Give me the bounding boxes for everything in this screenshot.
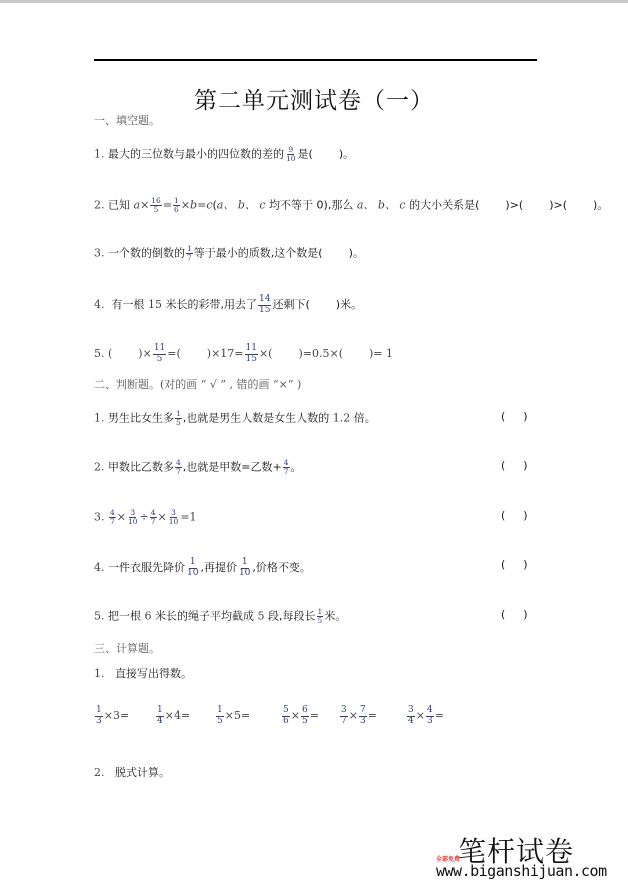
watermark-logo: [436, 830, 616, 886]
section-heading-fill-blank: 一、填空题。: [94, 114, 160, 127]
section-heading-true-false: 二、判断题。(对的画 “ √ ” , 错的画 “×” ): [94, 378, 302, 391]
exercise-1: $\frac{1}{3}$ ×3=: [96, 705, 130, 726]
fraction: $\frac{4}{7}$: [176, 458, 181, 476]
logo-title: 笔杆试卷: [458, 835, 575, 868]
fraction: $\frac{9}{10}$: [286, 145, 296, 163]
logo-free-badge: 全部免费: [436, 856, 461, 863]
answer-box-2-5[interactable]: ( ): [501, 608, 528, 621]
logo-url: www.biganshijuan.com: [436, 862, 607, 880]
exercise-5: $\frac{3}{7}$ × $\frac{7}{3}$ =: [341, 705, 377, 726]
question-1-4: 4. 有一根 15 米长的彩带,用去了 $\frac{14}{15}$ 还剩下( )米。: [94, 294, 363, 315]
exercise-2: $\frac{1}{4}$ ×4=: [157, 705, 191, 726]
answer-box-2-4[interactable]: ( ): [501, 558, 528, 571]
section-heading-calculation: 三、计算题。: [94, 642, 160, 655]
question-1-5: 5. ( )× $\frac{11}{5}$ =( )×17= $\frac{11}{15}$ ×( )=0.5×( )= 1: [94, 343, 394, 364]
exercise-6: $\frac{3}{4}$ × $\frac{4}{3}$ =: [408, 705, 444, 726]
fraction: $\frac{3}{10}$: [128, 508, 138, 526]
question-1-1: 1. 最大的三位数与最小的四位数的差的 $\frac{9}{10}$ 是( )。: [94, 145, 355, 163]
fraction: $\frac{1}{10}$: [187, 557, 199, 578]
fraction: $\frac{3}{10}$: [168, 508, 179, 526]
exercise-4: $\frac{5}{6}$ × $\frac{6}{5}$ =: [283, 705, 319, 726]
fraction: $\frac{1}{6}$: [174, 196, 179, 214]
header-rule: [94, 59, 537, 61]
question-2-5: 5. 把一根 6 米长的绳子平均截成 5 段,每段长 $\frac{1}{5}$ 米。: [94, 607, 347, 625]
fraction: $\frac{1}{10}$: [238, 557, 251, 578]
answer-box-2-2[interactable]: ( ): [501, 459, 528, 472]
answer-box-2-1[interactable]: ( ): [501, 410, 528, 423]
fraction: $\frac{4}{7}$: [283, 458, 289, 476]
fraction: $\frac{1}{5}$: [317, 607, 323, 625]
question-1-3: 3. 一个数的倒数的 $\frac{1}{7}$ 等于最小的质数,这个数是( )。: [94, 244, 364, 262]
exercise-3: $\frac{1}{5}$ ×5=: [217, 705, 251, 726]
fraction: $\frac{4}{7}$: [110, 508, 115, 526]
subquestion-3-1: 1. 直接写出得数。: [94, 667, 192, 680]
fraction: $\frac{1}{7}$: [187, 244, 192, 262]
top-border: [0, 0, 628, 3]
fraction: $\frac{1}{5}$: [176, 409, 181, 427]
page-title: 第二单元测试卷（一）: [194, 88, 434, 114]
question-2-1: 1. 男生比女生多 $\frac{1}{5}$ ,也就是男生人数是女生人数的 1.2 倍。: [94, 409, 376, 427]
answer-box-2-3[interactable]: ( ): [501, 509, 528, 522]
question-2-3: 3. $\frac{4}{7}$ × $\frac{3}{10}$ ÷ $\frac{4}{7}$ × $\frac{3}{10}$ =1: [94, 508, 197, 526]
fraction: $\frac{4}{7}$: [150, 508, 156, 526]
fraction: $\frac{14}{15}$: [259, 294, 271, 315]
question-1-2: 2. 已知 a× $\frac{16}{5}$ = $\frac{1}{6}$ ×b=c(a、 b、 c 均不等于 0),那么 a、 b、 c 的大小关系是( )>( )>( )。: [94, 196, 609, 214]
question-2-2: 2. 甲数比乙数多 $\frac{4}{7}$ ,也就是甲数=乙数+ $\frac{4}{7}$ 。: [94, 458, 302, 476]
subquestion-3-2: 2. 脱式计算。: [94, 766, 170, 779]
fraction: $\frac{16}{5}$: [151, 196, 161, 214]
fraction: $\frac{11}{15}$: [245, 343, 257, 364]
question-2-4: 4. 一件衣服先降价 $\frac{1}{10}$ ,再提价 $\frac{1}{10}$ ,价格不变。: [94, 557, 311, 578]
fraction: $\frac{11}{5}$: [153, 343, 166, 364]
